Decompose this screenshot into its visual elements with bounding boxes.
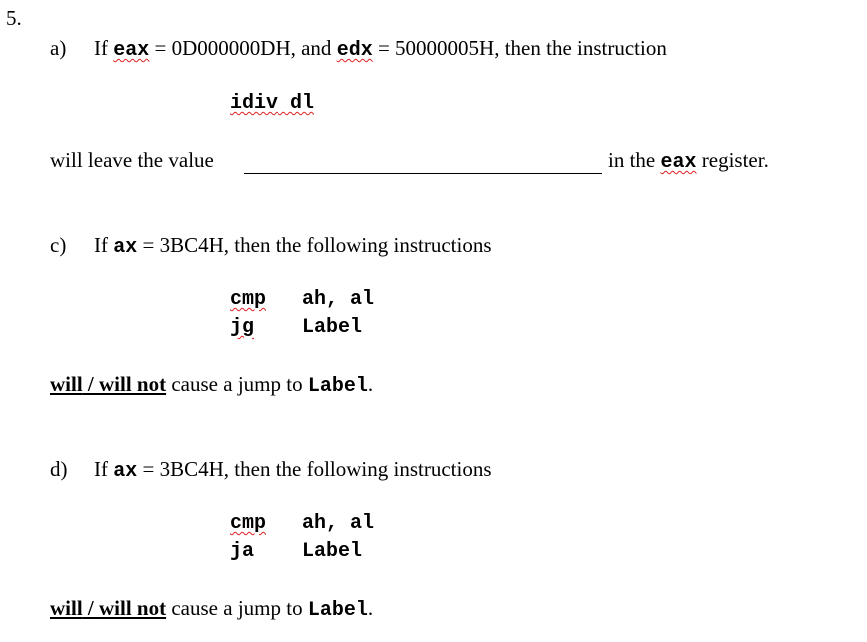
part-c-label: c)	[50, 233, 67, 257]
part-d-answer-text: cause a jump to	[166, 596, 308, 620]
part-c-op-cmp: cmp	[230, 288, 267, 311]
part-d-args-1: ah, al	[302, 512, 375, 535]
option-will[interactable]: will	[50, 596, 83, 620]
part-c-answer	[50, 372, 373, 399]
part-d-label: d)	[50, 457, 68, 481]
part-a-code	[230, 92, 314, 116]
part-a-tail-text: in the	[608, 148, 661, 172]
part-d-question	[94, 457, 492, 484]
answer-blank-line[interactable]	[244, 173, 602, 174]
part-c-choice[interactable]	[50, 372, 166, 396]
register-ax: ax	[113, 460, 138, 483]
register-ax: ax	[113, 236, 138, 259]
part-c-question	[94, 233, 492, 260]
part-c-text-2: = 3BC4H, then the following instructions	[137, 233, 492, 257]
part-a-tail-1: will leave the value	[50, 148, 214, 172]
part-d-answer	[50, 596, 373, 623]
part-c-args-1: ah, al	[302, 288, 375, 311]
part-c-op-jg: jg	[230, 316, 255, 339]
part-c-args-2: Label	[302, 316, 363, 339]
label-name: Label	[307, 599, 368, 622]
part-d-op-ja: ja	[230, 540, 255, 563]
part-a-label: a)	[50, 36, 67, 60]
option-separator: /	[82, 596, 100, 620]
label-name: Label	[307, 375, 368, 398]
code-arg-dl: dl	[278, 92, 315, 115]
part-a-text-1: If	[94, 36, 114, 60]
part-c-text-1: If	[94, 233, 114, 257]
part-a-text-3: = 50000005H, then the instruction	[372, 36, 667, 60]
register-eax-tail: eax	[660, 151, 697, 174]
register-edx: edx	[336, 39, 373, 62]
option-will-not[interactable]: will not	[99, 596, 167, 620]
part-d-text-1: If	[94, 457, 114, 481]
problem-number: 5.	[6, 6, 22, 30]
option-separator: /	[82, 372, 100, 396]
part-d-op-cmp: cmp	[230, 512, 267, 535]
part-a-question	[94, 36, 667, 63]
part-d-answer-end: .	[367, 596, 374, 620]
option-will-not[interactable]: will not	[99, 372, 167, 396]
option-will[interactable]: will	[50, 372, 83, 396]
register-eax: eax	[113, 39, 150, 62]
part-a-text-2: = 0D000000DH, and	[149, 36, 337, 60]
part-a-tail-end: register.	[696, 148, 769, 172]
part-a-tail-2	[608, 148, 769, 175]
part-c-answer-end: .	[367, 372, 374, 396]
part-d-choice[interactable]	[50, 596, 166, 620]
part-c-answer-text: cause a jump to	[166, 372, 308, 396]
part-d-args-2: Label	[302, 540, 363, 563]
part-d-text-2: = 3BC4H, then the following instructions	[137, 457, 492, 481]
code-op-idiv: idiv	[230, 92, 279, 115]
